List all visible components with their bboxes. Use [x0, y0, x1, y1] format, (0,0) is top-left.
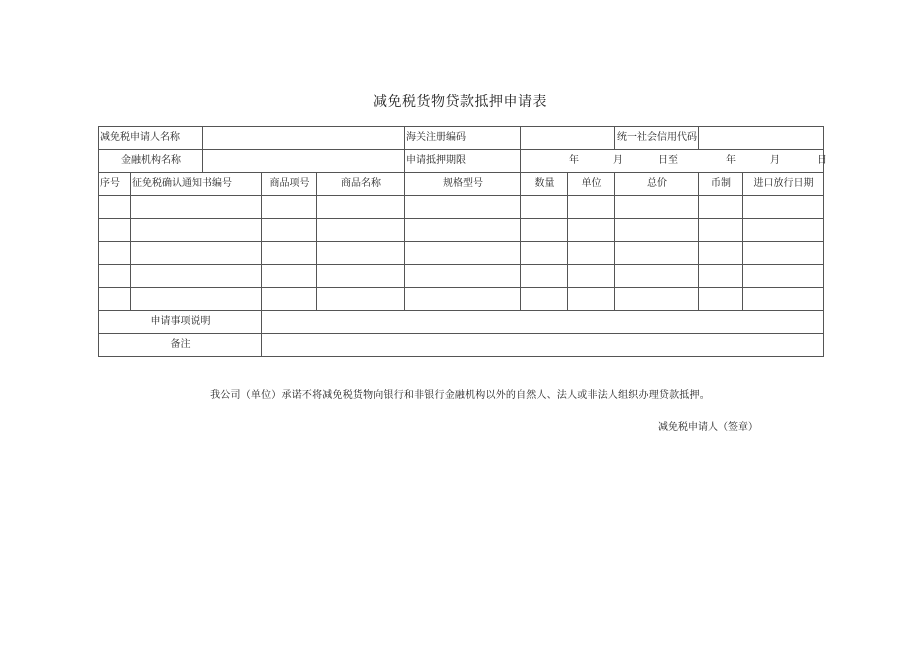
- explanation-label: 申请事项说明: [99, 311, 262, 334]
- form-title: 减免税货物贷款抵押申请表: [373, 94, 547, 110]
- credit-code-label: 统一社会信用代码: [615, 127, 699, 150]
- goods-cell[interactable]: [615, 196, 699, 219]
- goods-cell[interactable]: [743, 196, 824, 219]
- col-header-currency: 币制: [699, 173, 743, 196]
- goods-cell[interactable]: [131, 219, 262, 242]
- goods-cell[interactable]: [131, 288, 262, 311]
- goods-cell[interactable]: [743, 242, 824, 265]
- goods-cell[interactable]: [405, 242, 521, 265]
- start-year-label: 年: [569, 155, 579, 166]
- goods-cell[interactable]: [405, 265, 521, 288]
- goods-row: [99, 196, 824, 219]
- goods-cell[interactable]: [131, 196, 262, 219]
- col-header-goods-name: 商品名称: [317, 173, 405, 196]
- goods-cell[interactable]: [568, 288, 615, 311]
- goods-cell[interactable]: [262, 242, 317, 265]
- col-header-notice-number: 征免税确认通知书编号: [131, 173, 262, 196]
- col-header-item-no: 商品项号: [262, 173, 317, 196]
- goods-cell[interactable]: [699, 219, 743, 242]
- goods-cell[interactable]: [99, 242, 131, 265]
- start-month-label: 月: [613, 155, 623, 166]
- date-to-label: 日至: [658, 155, 678, 166]
- goods-cell[interactable]: [99, 219, 131, 242]
- application-form-table: [98, 126, 827, 357]
- goods-cell[interactable]: [131, 265, 262, 288]
- customs-code-field[interactable]: [521, 127, 615, 150]
- goods-cell[interactable]: [521, 242, 568, 265]
- goods-cell[interactable]: [262, 219, 317, 242]
- goods-cell[interactable]: [131, 242, 262, 265]
- goods-cell[interactable]: [317, 219, 405, 242]
- commitment-statement: 我公司（单位）承诺不将减免税货物向银行和非银行金融机构以外的自然人、法人或非法人组织办理贷款抵押。: [210, 390, 710, 401]
- goods-cell[interactable]: [743, 265, 824, 288]
- bank-name-label: 金融机构名称: [99, 150, 203, 173]
- goods-cell[interactable]: [262, 196, 317, 219]
- customs-code-label: 海关注册编码: [405, 127, 521, 150]
- col-header-quantity: 数量: [521, 173, 568, 196]
- goods-cell[interactable]: [521, 196, 568, 219]
- goods-cell[interactable]: [699, 242, 743, 265]
- col-header-index: 序号: [99, 173, 131, 196]
- col-header-specification: 规格型号: [405, 173, 521, 196]
- goods-cell[interactable]: [615, 242, 699, 265]
- goods-row: [99, 288, 824, 311]
- goods-row: [99, 219, 824, 242]
- remarks-row: [99, 334, 824, 357]
- goods-cell[interactable]: [615, 219, 699, 242]
- goods-cell[interactable]: [568, 242, 615, 265]
- goods-cell[interactable]: [699, 265, 743, 288]
- goods-cell[interactable]: [262, 265, 317, 288]
- applicant-name-label: 减免税申请人名称: [99, 127, 203, 150]
- col-header-total-price: 总价: [615, 173, 699, 196]
- goods-cell[interactable]: [405, 288, 521, 311]
- goods-cell[interactable]: [317, 288, 405, 311]
- goods-cell[interactable]: [521, 288, 568, 311]
- goods-row: [99, 242, 824, 265]
- goods-cell[interactable]: [521, 265, 568, 288]
- goods-cell[interactable]: [743, 288, 824, 311]
- goods-cell[interactable]: [743, 219, 824, 242]
- mortgage-period-label: 申请抵押期限: [405, 150, 521, 173]
- explanation-row: [99, 311, 824, 334]
- bank-name-field[interactable]: [203, 150, 405, 173]
- form-row-applicant: [99, 127, 824, 150]
- goods-cell[interactable]: [568, 265, 615, 288]
- goods-cell[interactable]: [615, 288, 699, 311]
- end-month-label: 月: [770, 155, 780, 166]
- goods-cell[interactable]: [405, 196, 521, 219]
- end-year-label: 年: [726, 155, 736, 166]
- applicant-signature-label: 减免税申请人（签章）: [658, 422, 758, 433]
- mortgage-period-field[interactable]: [521, 150, 827, 173]
- goods-header-row: [99, 173, 824, 196]
- remarks-field[interactable]: [262, 334, 824, 357]
- goods-cell[interactable]: [521, 219, 568, 242]
- goods-cell[interactable]: [699, 196, 743, 219]
- goods-cell[interactable]: [615, 265, 699, 288]
- form-row-bank: [99, 150, 824, 173]
- goods-cell[interactable]: [99, 265, 131, 288]
- goods-cell[interactable]: [568, 196, 615, 219]
- goods-cell[interactable]: [317, 196, 405, 219]
- goods-cell[interactable]: [99, 196, 131, 219]
- goods-cell[interactable]: [317, 242, 405, 265]
- col-header-release-date: 进口放行日期: [743, 173, 824, 196]
- end-day-label: 日: [817, 155, 827, 166]
- credit-code-field[interactable]: [699, 127, 824, 150]
- col-header-unit: 单位: [568, 173, 615, 196]
- goods-cell[interactable]: [405, 219, 521, 242]
- goods-row: [99, 265, 824, 288]
- goods-cell[interactable]: [317, 265, 405, 288]
- remarks-label: 备注: [99, 334, 262, 357]
- applicant-name-field[interactable]: [203, 127, 405, 150]
- goods-cell[interactable]: [568, 219, 615, 242]
- explanation-field[interactable]: [262, 311, 824, 334]
- goods-cell[interactable]: [262, 288, 317, 311]
- goods-cell[interactable]: [99, 288, 131, 311]
- goods-cell[interactable]: [699, 288, 743, 311]
